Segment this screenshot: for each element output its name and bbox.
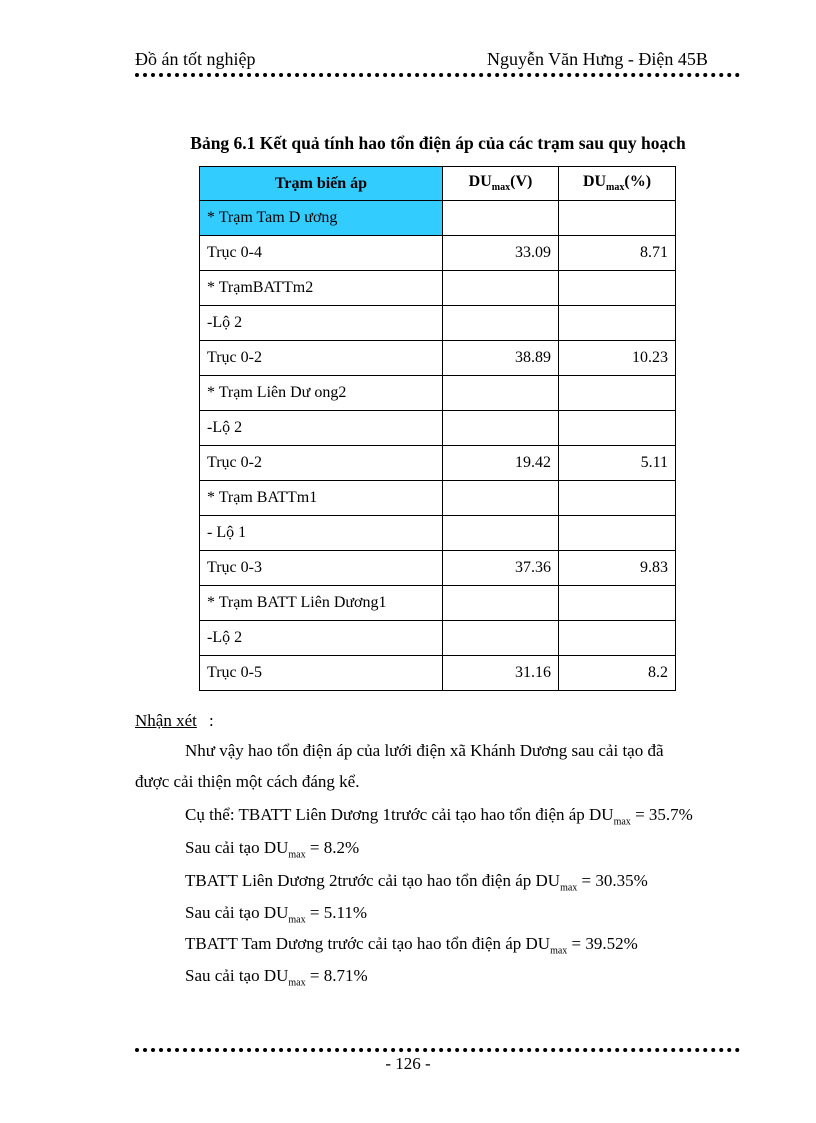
remarks-paragraph-line2: được cải thiện một cách đáng kể. (135, 772, 360, 791)
remarks-paragraph-line1: Như vậy hao tổn điện áp của lưới điện xã Khánh Dương sau cải tạo đã (185, 741, 664, 760)
remarks-line: Sau cải tạo $DU_{max} = 8.71\%$ (185, 966, 368, 989)
cell-du-percent (559, 271, 676, 306)
cell-du-volts: 19.42 (443, 446, 559, 481)
col-header-du-percent: $DU_{max}(\%)$ (559, 167, 676, 201)
cell-du-volts (443, 201, 559, 236)
table-row (200, 341, 676, 376)
cell-du-percent: 8.71 (559, 236, 676, 271)
table-row (200, 446, 676, 481)
cell-du-volts: 31.16 (443, 656, 559, 691)
table-row (200, 306, 676, 341)
cell-du-volts: 37.36 (443, 551, 559, 586)
cell-station: * Trạm BATT Liên Dương1 (200, 586, 443, 621)
cell-station: Trục 0-3 (200, 551, 443, 586)
table-row (200, 656, 676, 691)
cell-du-percent (559, 481, 676, 516)
table-row (200, 586, 676, 621)
table-header-row (200, 167, 676, 201)
cell-du-percent (559, 411, 676, 446)
cell-station: - Lộ 1 (200, 516, 443, 551)
remarks-line: Sau cải tạo $DU_{max} = 8.2\%$ (185, 838, 360, 861)
table-row (200, 376, 676, 411)
header-dotted-divider (135, 73, 740, 81)
col-header-station: Trạm biến áp (200, 167, 443, 201)
cell-du-volts (443, 306, 559, 341)
cell-du-volts: 38.89 (443, 341, 559, 376)
cell-du-volts (443, 516, 559, 551)
table-row (200, 516, 676, 551)
cell-station: Trục 0-2 (200, 446, 443, 481)
cell-station: * Trạm Tam D ương (200, 201, 443, 236)
cell-du-percent (559, 586, 676, 621)
cell-du-percent (559, 201, 676, 236)
cell-station: * Trạm Liên Dư ong2 (200, 376, 443, 411)
cell-du-percent: 8.2 (559, 656, 676, 691)
cell-du-volts (443, 411, 559, 446)
cell-station: -Lộ 2 (200, 306, 443, 341)
remarks-line: TBATT Liên Dương 2trước cải tạo hao tổn điện áp $DU_{max} = 30.35\%$ (185, 871, 648, 894)
cell-station: Trục 0-4 (200, 236, 443, 271)
remarks-line: TBATT Tam Dương trước cải tạo hao tổn điện áp $DU_{max} = 39.52\%$ (185, 934, 638, 957)
cell-station: Trục 0-5 (200, 656, 443, 691)
remarks-colon: : (209, 711, 214, 730)
cell-du-volts: 33.09 (443, 236, 559, 271)
cell-du-volts (443, 271, 559, 306)
table-row (200, 201, 676, 236)
cell-du-percent: 10.23 (559, 341, 676, 376)
cell-station: * Trạm BATTm1 (200, 481, 443, 516)
table-row (200, 271, 676, 306)
remarks-line: Sau cải tạo $DU_{max} = 5.11\%$ (185, 903, 367, 926)
cell-du-percent (559, 516, 676, 551)
cell-du-volts (443, 586, 559, 621)
remarks-heading: Nhận xét (135, 711, 197, 730)
cell-station: -Lộ 2 (200, 621, 443, 656)
results-table (199, 166, 676, 691)
cell-du-volts (443, 376, 559, 411)
cell-du-percent (559, 306, 676, 341)
col-header-du-volts: $DU_{max}(V)$ (443, 167, 559, 201)
cell-du-percent: 9.83 (559, 551, 676, 586)
remarks-line: Cụ thể: TBATT Liên Dương 1trước cải tạo hao tổn điện áp $DU_{max} = 35.7\%$ (185, 805, 693, 828)
cell-du-percent: 5.11 (559, 446, 676, 481)
table-row (200, 621, 676, 656)
table-row (200, 236, 676, 271)
cell-du-volts (443, 481, 559, 516)
cell-station: * TrạmBATTm2 (200, 271, 443, 306)
page-number: - 126 - (385, 1054, 431, 1073)
table-row (200, 411, 676, 446)
header-title-left: Đồ án tốt nghiệp (135, 49, 256, 69)
header-author: Nguyễn Văn Hưng - Điện 45B (487, 49, 708, 69)
cell-station: -Lộ 2 (200, 411, 443, 446)
table-row (200, 481, 676, 516)
cell-du-percent (559, 621, 676, 656)
table-row (200, 551, 676, 586)
cell-du-volts (443, 621, 559, 656)
cell-du-percent (559, 376, 676, 411)
table-caption: Bảng 6.1 Kết quả tính hao tổn điện áp của các trạm sau quy hoạch (190, 133, 686, 153)
cell-station: Trục 0-2 (200, 341, 443, 376)
